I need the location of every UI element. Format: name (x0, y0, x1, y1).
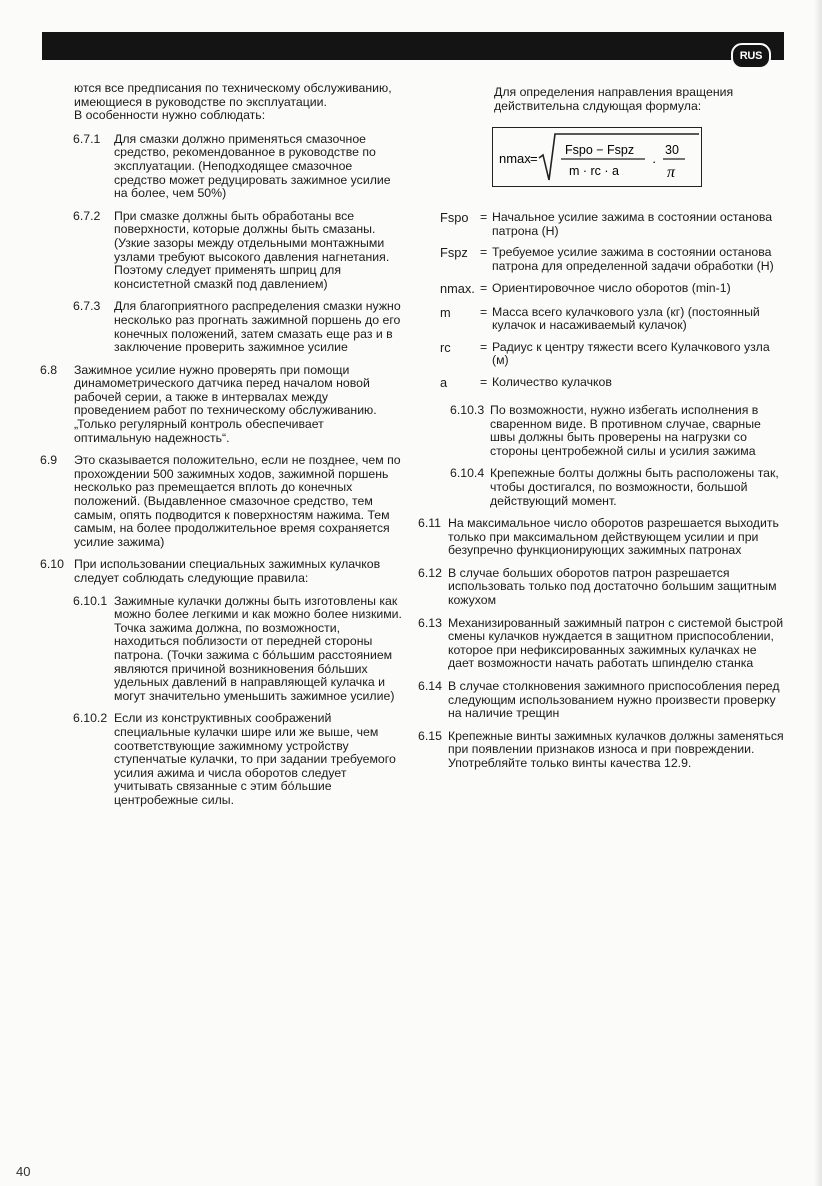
item-text: Если из конструктивных соображений специальные кулачки шире или же выше, чем соответствующие зажимному устройству ступенчатые кулачки, то при задании требуемого усилия ажима и числа оборотов следует учитывать связанные с этим бо́льшие центробежные силы. (114, 711, 396, 807)
legend-symbol: m (440, 304, 451, 320)
section-text: Это сказывается положительно, если не позднее, чем по прохождении 500 зажимных ходов, зажимной поршень несколько раз премещается вплоть до конечных положений. (Выдавленное смазочное средство, тем самым, опять подводится к поверхностям нажима. Тем самым, на более продолжительное время сохраняется усилие зажима) (74, 453, 401, 549)
section-number: 6.11 (418, 516, 442, 531)
legend-equals: = (480, 280, 488, 295)
item-number: 6.7.1 (73, 131, 101, 146)
item-text: Зажимные кулачки должны быть изготовлены как можно более легкими и как можно более низкими. Точка зажима должна, по возможности, находиться поблизости от передней стороны патрона. (Точки зажима с бо́льшим расстоянием являются причиной возникновения бо́льших удельных давлений в направляющей кулачка и могут значительно уменьшить зажимное усилие) (114, 593, 402, 703)
section-item (418, 567, 784, 608)
item-number: 6.10.1 (73, 593, 108, 608)
header-bar (42, 32, 784, 60)
item-number: 6.7.2 (73, 208, 101, 223)
section-text: В случае столкновения зажимного приспособления перед следующим использованием нужно произвести проверку на наличие трещин (448, 679, 780, 721)
legend-symbol: Fspo (440, 210, 469, 226)
legend-symbol: nmax. (440, 280, 475, 296)
legend-symbol: a (440, 374, 448, 390)
section-item (418, 517, 784, 558)
formula-box (492, 127, 702, 187)
section-number: 6.13 (418, 615, 442, 630)
legend-equals: = (480, 339, 488, 354)
item-text: По возможности, нужно избегать исполнения в сваренном виде. В противном случае, сварные швы должны быть проверены на нагрузки со стороны центробежной силы и усилия зажима (490, 402, 761, 458)
list-item (40, 133, 402, 201)
formula-numerator: Fspo − Fspz (565, 143, 635, 158)
legend-row (418, 341, 784, 368)
formula-denominator: m · rc · a (569, 164, 619, 179)
legend-text: Начальное усилие зажима в состоянии останова патрона (Н) (492, 210, 773, 238)
section-item (418, 680, 784, 721)
legend-text: Ориентировочное число оборотов (min-1) (492, 280, 731, 295)
list-item (418, 404, 784, 458)
item-number: 6.10.2 (73, 711, 108, 726)
right-column (418, 86, 784, 780)
formula-lhs: nmax (499, 151, 531, 167)
legend-equals: = (480, 245, 488, 260)
formula-intro: Для определения направления вращения действительна слдующая формула: (494, 85, 734, 113)
section-number: 6.8 (40, 362, 58, 377)
legend-row (418, 282, 784, 298)
item-number: 6.7.3 (73, 299, 101, 314)
legend-text: Требуемое усилие зажима в состоянии останова патрона для определенной задачи обработки (Н) (492, 245, 774, 273)
section-number: 6.14 (418, 679, 442, 694)
legend-row (418, 306, 784, 333)
legend-text: Масса всего кулачкового узла (кг) (постоянный кулачок и насаживаемый кулачок) (492, 304, 760, 333)
legend-row (418, 376, 784, 392)
item-number: 6.10.3 (450, 402, 485, 417)
section-item (418, 730, 784, 771)
legend-text: Количество кулачков (492, 374, 612, 389)
section-item (40, 364, 402, 446)
legend-text: Радиус к центру тяжести всего Кулачкового узла (м) (492, 339, 770, 368)
left-column (40, 82, 402, 817)
intro-continuation: ются все предписания по техническому обслуживанию, имеющиеся в руководстве по эксплуатации. (74, 81, 392, 109)
language-badge: RUS (731, 43, 771, 69)
list-item (40, 712, 402, 807)
page-edge-shadow (814, 0, 822, 1186)
factor-denominator: π (667, 164, 676, 182)
section-number: 6.10 (40, 557, 64, 572)
item-text: Для благоприятного распределения смазки нужно несколько раз прогнать зажимной поршень до его конечных положений, затем смазать еще раз и в заключение проверить зажимное усилие (114, 299, 401, 355)
section-text: Зажимное усилие нужно проверять при помощи динамометрического датчика перед началом новой рабочей серии, а также в интервалах между проведением работ по техническому обслуживанию. „Только регулярный контроль обеспечивает оптимальную надежность“. (74, 362, 377, 445)
section-number: 6.12 (418, 565, 442, 580)
section-text: Механизированный зажимный патрон с системой быстрой смены кулачков нуждается в защитном приспособлении, которое при нефиксированных зажимных кулачках не дает возможности начать работать шпинделю станка (448, 615, 784, 671)
list-item (418, 467, 784, 508)
section-text: В случае больших оборотов патрон разрешается использовать только под достаточно большим защитным кожухом (448, 565, 777, 608)
formula-dot: · (652, 154, 657, 170)
item-text: При смазке должны быть обработаны все поверхности, которые должны быть смазаны. (Узкие зазоры между отдельными монтажными узлами требуют высокого давления нагнетания. Поэтому следует применять шприц для консистетной смазкй под давлением) (114, 208, 390, 291)
section-item (418, 617, 784, 671)
factor-numerator: 30 (665, 143, 679, 158)
legend-row (418, 211, 784, 238)
legend-equals: = (480, 374, 488, 389)
section-text: Крепежные винты зажимных кулачков должны заменяться при появлении признаков износа и при повреждении. Употребляйте только винты качества 12.9. (448, 728, 784, 770)
formula-equals: = (530, 151, 538, 167)
section-number: 6.15 (418, 728, 442, 743)
formula-graphic (493, 128, 701, 186)
section-item (40, 558, 402, 585)
list-item (40, 210, 402, 292)
list-item (40, 300, 402, 354)
section-item (40, 454, 402, 549)
legend-symbol: rc (440, 339, 451, 355)
item-text: Крепежные болты должны быть расположены так, чтобы достигался, по возможности, большой действующий момент. (490, 466, 779, 508)
section-number: 6.9 (40, 453, 58, 468)
legend-equals: = (480, 210, 488, 225)
list-item (40, 595, 402, 704)
legend-symbol: Fspz (440, 245, 468, 261)
legend-equals: = (480, 304, 488, 319)
section-text: При использовании специальных зажимных кулачков следует соблюдать следующие правила: (74, 557, 381, 585)
page-number: 40 (16, 1164, 31, 1179)
intro-note: В особенности нужно соблюдать: (74, 108, 266, 123)
item-text: Для смазки должно применяться смазочное средство, рекомендованное в руководстве по эксплуатации. (Неподходящее смазочное средство может редуцировать зажимное усилие на более, чем 50%) (114, 131, 391, 201)
legend-row (418, 246, 784, 273)
section-text: На максимальное число оборотов разрешается выходить только при максимальном действующем усилии и при безупречно функционирующих зажимных патронах (448, 516, 779, 558)
item-number: 6.10.4 (450, 466, 485, 481)
